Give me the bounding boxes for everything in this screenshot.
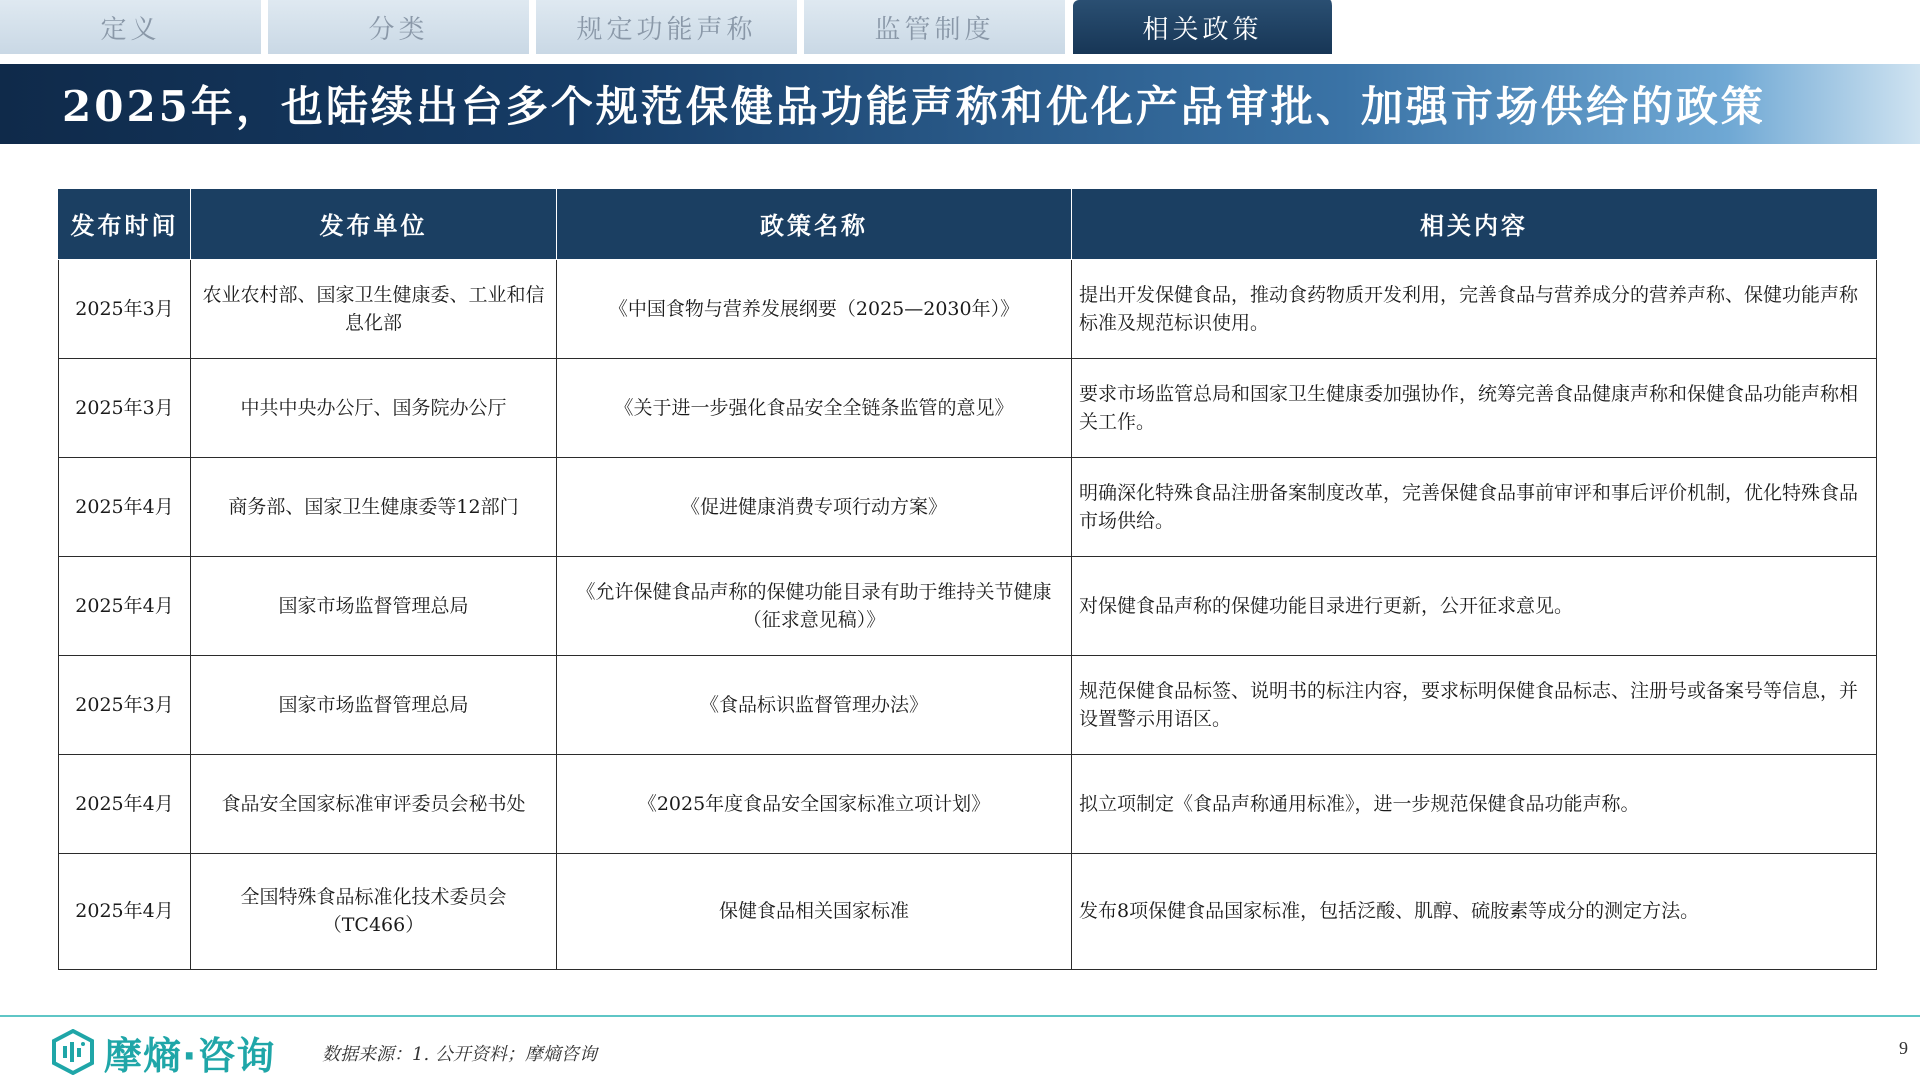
cell-policy-name: 《关于进一步强化食品安全全链条监管的意见》 [557,358,1072,457]
cell-content: 提出开发保健食品，推动食药物质开发利用，完善食品与营养成分的营养声称、保健功能声称标准及规范标识使用。 [1072,259,1877,358]
cell-issuer: 全国特殊食品标准化技术委员会（TC466） [191,853,557,969]
data-source-note: 数据来源：1. 公开资料；摩熵咨询 [322,1044,597,1065]
cell-policy-name: 《食品标识监督管理办法》 [557,655,1072,754]
header-date: 发布时间 [59,189,191,259]
cell-content: 对保健食品声称的保健功能目录进行更新，公开征求意见。 [1072,556,1877,655]
tab-function-claims[interactable]: 规定功能声称 [536,0,801,54]
cell-date: 2025年4月 [59,853,191,969]
logo-hexagon-icon [50,1029,96,1075]
cell-issuer: 食品安全国家标准审评委员会秘书处 [191,754,557,853]
cell-issuer: 国家市场监督管理总局 [191,655,557,754]
cell-date: 2025年3月 [59,259,191,358]
header-content: 相关内容 [1072,189,1877,259]
cell-policy-name: 《允许保健食品声称的保健功能目录有助于维持关节健康（征求意见稿）》 [557,556,1072,655]
cell-content: 拟立项制定《食品声称通用标准》，进一步规范保健食品功能声称。 [1072,754,1877,853]
cell-issuer: 国家市场监督管理总局 [191,556,557,655]
cell-date: 2025年3月 [59,655,191,754]
tab-related-policies[interactable]: 相关政策 [1073,0,1336,54]
cell-issuer: 中共中央办公厅、国务院办公厅 [191,358,557,457]
cell-content: 明确深化特殊食品注册备案制度改革，完善保健食品事前审评和事后评价机制，优化特殊食品市场供给。 [1072,457,1877,556]
table-row [59,754,1877,853]
cell-date: 2025年3月 [59,358,191,457]
table-row [59,259,1877,358]
cell-policy-name: 保健食品相关国家标准 [557,853,1072,969]
table-header-row [59,189,1877,259]
table-row [59,556,1877,655]
cell-issuer: 商务部、国家卫生健康委等12部门 [191,457,557,556]
tab-definition[interactable]: 定义 [0,0,265,54]
footer-divider [0,1015,1920,1017]
cell-content: 规范保健食品标签、说明书的标注内容，要求标明保健食品标志、注册号或备案号等信息，并设置警示用语区。 [1072,655,1877,754]
cell-date: 2025年4月 [59,754,191,853]
company-logo [50,1024,275,1080]
cell-content: 要求市场监管总局和国家卫生健康委加强协作，统筹完善食品健康声称和保健食品功能声称相关工作。 [1072,358,1877,457]
cell-policy-name: 《中国食物与营养发展纲要（2025—2030年）》 [557,259,1072,358]
tab-regulatory-system[interactable]: 监管制度 [804,0,1069,54]
cell-date: 2025年4月 [59,556,191,655]
cell-policy-name: 《促进健康消费专项行动方案》 [557,457,1072,556]
cell-content: 发布8项保健食品国家标准，包括泛酸、肌醇、硫胺素等成分的测定方法。 [1072,853,1877,969]
policy-table-container [58,189,1876,970]
table-row [59,358,1877,457]
table-row [59,853,1877,969]
page-title: 2025年，也陆续出台多个规范保健品功能声称和优化产品审批、加强市场供给的政策 [62,82,1766,131]
policy-table [58,189,1877,970]
tab-classification[interactable]: 分类 [268,0,533,54]
cell-date: 2025年4月 [59,457,191,556]
section-tabs [0,0,1920,54]
logo-text: 摩熵·咨询 [104,1033,276,1078]
cell-policy-name: 《2025年度食品安全国家标准立项计划》 [557,754,1072,853]
header-policy-name: 政策名称 [557,189,1072,259]
page-number: 9 [1899,1038,1908,1058]
table-row [59,655,1877,754]
header-issuer: 发布单位 [191,189,557,259]
table-row [59,457,1877,556]
title-banner [0,64,1920,144]
cell-issuer: 农业农村部、国家卫生健康委、工业和信息化部 [191,259,557,358]
